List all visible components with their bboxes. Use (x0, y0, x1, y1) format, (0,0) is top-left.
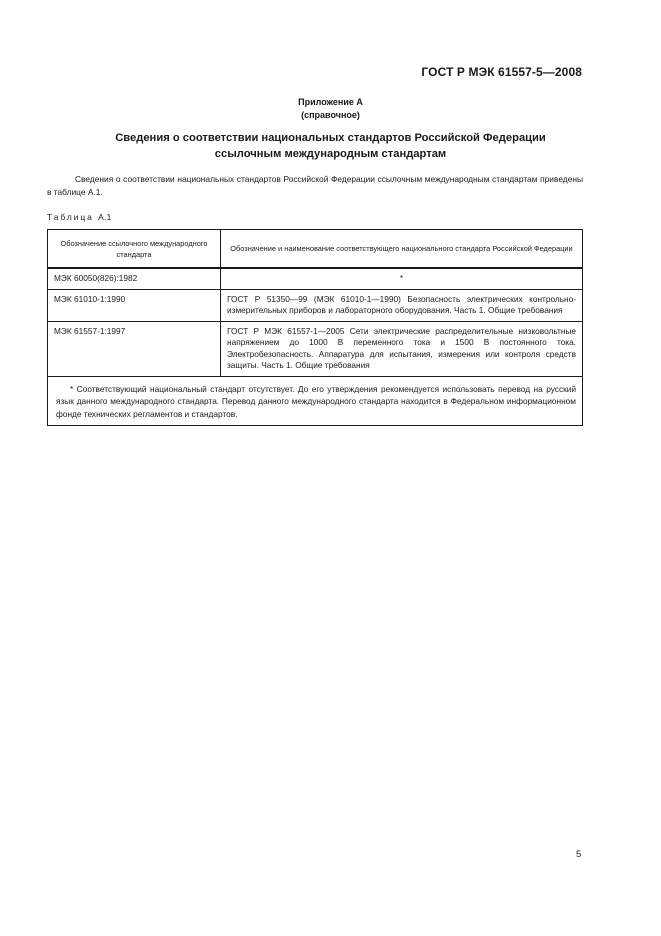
cell-national: ГОСТ Р 51350—99 (МЭК 61010-1—1990) Безопасность электрических контрольно-измерительных приборов и лабораторного оборудования. Часть 1. Общие требования (221, 289, 583, 321)
table-label-number: А.1 (98, 212, 112, 222)
table-label-word: Таблица (47, 212, 94, 222)
cell-ref: МЭК 60050(826):1982 (48, 268, 221, 289)
table-header-row (48, 230, 583, 269)
cell-ref: МЭК 61557-1:1997 (48, 321, 221, 376)
header-col-national: Обозначение и наименование соответствующего национального стандарта Российской Федерации (221, 230, 583, 269)
table-row (48, 268, 583, 289)
standard-code: ГОСТ Р МЭК 61557-5—2008 (421, 65, 582, 79)
section-title-line2: ссылочным международным стандартам (214, 148, 447, 160)
appendix-title: Приложение А (298, 97, 363, 107)
page-number: 5 (576, 849, 582, 860)
table-row (48, 321, 583, 376)
table-footnote: * Соответствующий национальный стандарт отсутствует. До его утверждения рекомендуется использовать перевод на русский язык данного международного стандарта. Перевод данного международного стандарта находится в Федеральном информационном фонде технических регламентов и стандартов. (48, 376, 583, 426)
section-title-line1: Сведения о соответствии национальных стандартов Российской Федерации (115, 132, 546, 144)
standards-table (47, 229, 583, 426)
table-row (48, 289, 583, 321)
section-title (0, 130, 661, 162)
intro-paragraph: Сведения о соответствии национальных стандартов Российской Федерации ссылочным международным стандартам приведены в таблице А.1. (47, 174, 583, 197)
table-footnote-row (48, 376, 583, 426)
cell-national: ГОСТ Р МЭК 61557-1—2005 Сети электрические распределительные низковольтные напряжением до 1000 В переменного тока и 1500 В постоянного тока. Электробезопасность. Аппаратура для испытания, измерения или контроля средств защиты. Часть 1. Общие требования (221, 321, 583, 376)
header-col-ref: Обозначение ссылочного международного стандарта (48, 230, 221, 269)
cell-ref: МЭК 61010-1:1990 (48, 289, 221, 321)
appendix-subtitle: (справочное) (301, 110, 360, 120)
table-label (47, 212, 112, 222)
appendix-heading (0, 96, 661, 122)
cell-national: * (221, 268, 583, 289)
